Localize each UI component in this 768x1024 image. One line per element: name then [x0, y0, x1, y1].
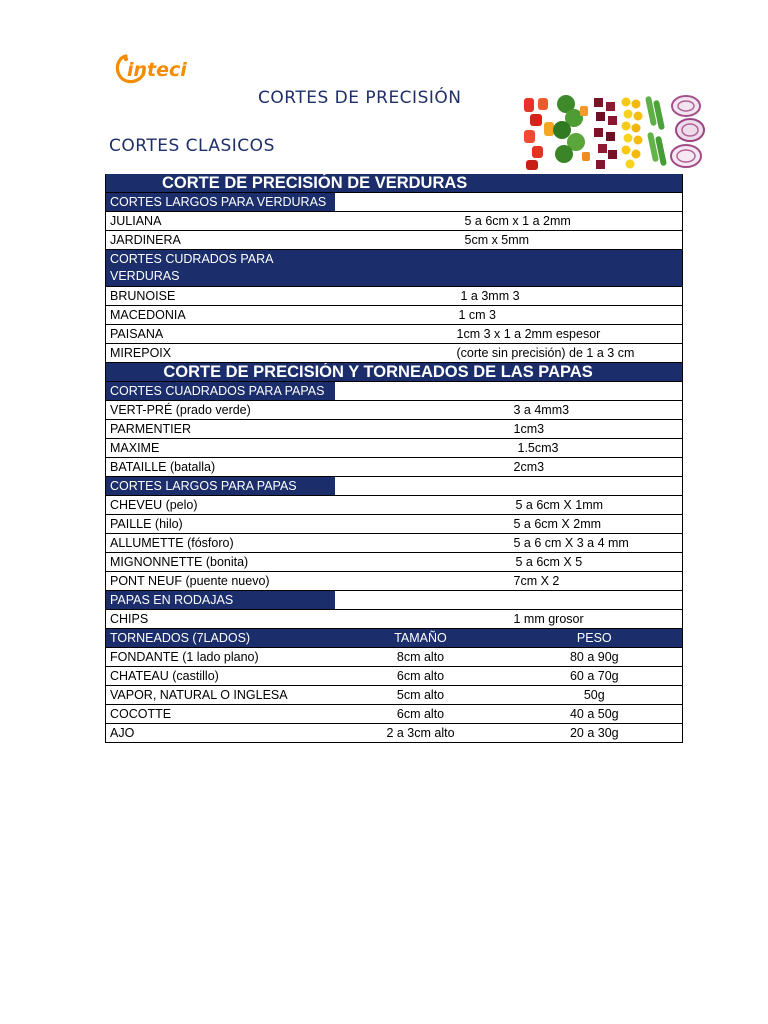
cut-name: FONDANTE (1 lado plano)	[106, 648, 335, 667]
cut-size: 2cm3	[335, 458, 683, 477]
table-row	[106, 212, 683, 231]
cut-name: CHATEAU (castillo)	[106, 667, 335, 686]
table-row	[106, 496, 683, 515]
cut-size: 5 a 6cm X 1mm	[335, 496, 683, 515]
band-papas-title: CORTE DE PRECISIÓN Y TORNEADOS DE LAS PAPAS	[163, 363, 593, 381]
peppers-icon	[524, 98, 554, 170]
band-verduras-title: CORTE DE PRECISIÓN DE VERDURAS	[106, 174, 683, 193]
table-row	[106, 458, 683, 477]
table-row	[106, 705, 683, 724]
cut-size: 6cm alto	[335, 705, 507, 724]
section-heading-cortes-largos-verduras: CORTES LARGOS PARA VERDURAS	[106, 193, 335, 212]
cut-name: JARDINERA	[106, 231, 335, 250]
torneados-header-row	[106, 629, 683, 648]
inteci-logo-icon	[112, 50, 204, 86]
cut-name: PARMENTIER	[106, 420, 335, 439]
cut-size: 5 a 6cm X 5	[335, 553, 683, 572]
table-row	[106, 401, 683, 420]
inteci-logo	[112, 50, 204, 86]
section-header-row	[106, 382, 683, 401]
cut-size: 8cm alto	[335, 648, 507, 667]
cut-size: 6cm alto	[335, 667, 507, 686]
cut-size: 5cm alto	[335, 686, 507, 705]
document-subtitle: CORTES CLASICOS	[109, 136, 275, 156]
vegetables-photo-icon	[522, 92, 706, 174]
corn-icon	[622, 98, 643, 169]
cut-size: 7cm X 2	[335, 572, 683, 591]
table-row	[106, 667, 683, 686]
cut-name: JULIANA	[106, 212, 335, 231]
section-header-row	[106, 250, 683, 287]
green-beans-icon	[645, 96, 667, 167]
table-row	[106, 515, 683, 534]
table-row	[106, 344, 683, 363]
cut-name: CHIPS	[106, 610, 335, 629]
table-row	[106, 325, 683, 344]
onion-icon	[671, 96, 704, 167]
section-heading-cortes-largos-papas: CORTES LARGOS PARA PAPAS	[106, 477, 335, 496]
section-heading-cortes-cuadrados-papas: CORTES CUADRADOS PARA PAPAS	[106, 382, 335, 401]
beets-icon	[594, 98, 617, 169]
table-row	[106, 553, 683, 572]
band-verduras	[106, 174, 683, 193]
cut-name: AJO	[106, 724, 335, 743]
table-row	[106, 686, 683, 705]
cut-name: MIGNONNETTE (bonita)	[106, 553, 335, 572]
section-heading-cortes-cuadrados-verduras: CORTES CUDRADOS PARA VERDURAS	[106, 250, 683, 287]
table-row	[106, 724, 683, 743]
table-row	[106, 420, 683, 439]
cut-size: 3 a 4mm3	[335, 401, 683, 420]
cut-weight: 20 a 30g	[507, 724, 683, 743]
column-header-tamano: TAMAÑO	[335, 629, 507, 648]
table-row	[106, 439, 683, 458]
cut-name: PAILLE (hilo)	[106, 515, 335, 534]
cut-size: 5cm x 5mm	[395, 231, 683, 250]
cut-size: 5 a 6 cm X 3 a 4 mm	[335, 534, 683, 553]
cut-name: CHEVEU (pelo)	[106, 496, 335, 515]
cut-name: BRUNOISE	[106, 287, 335, 306]
cut-size: 1.5cm3	[335, 439, 683, 458]
cut-size: 1 cm 3	[395, 306, 683, 325]
cut-size: (corte sin precisión) de 1 a 3 cm	[395, 344, 683, 363]
cut-size: 1cm 3 x 1 a 2mm espesor	[395, 325, 683, 344]
cut-weight: 40 a 50g	[507, 705, 683, 724]
cut-weight: 80 a 90g	[507, 648, 683, 667]
cut-name: MACEDONIA	[106, 306, 335, 325]
cut-name: MAXIME	[106, 439, 335, 458]
precision-cuts-table	[105, 174, 683, 743]
band-papas	[106, 363, 683, 382]
section-header-row	[106, 591, 683, 610]
column-header-peso: PESO	[507, 629, 683, 648]
cut-name: MIREPOIX	[106, 344, 335, 363]
cut-name: BATAILLE (batalla)	[106, 458, 335, 477]
broccoli-icon	[553, 95, 590, 163]
table-row	[106, 306, 683, 325]
cut-size: 1 mm grosor	[335, 610, 683, 629]
table-row	[106, 648, 683, 667]
section-header-row	[106, 193, 683, 212]
cut-name: VERT-PRÉ (prado verde)	[106, 401, 335, 420]
cut-size: 5 a 6cm x 1 a 2mm	[395, 212, 683, 231]
cut-weight: 50g	[507, 686, 683, 705]
table-row	[106, 610, 683, 629]
cut-size: 5 a 6cm X 2mm	[335, 515, 683, 534]
cut-size: 1 a 3mm 3	[395, 287, 683, 306]
cut-name: COCOTTE	[106, 705, 335, 724]
cut-weight: 60 a 70g	[507, 667, 683, 686]
section-heading-torneados: TORNEADOS (7LADOS)	[106, 629, 335, 648]
svg-text:inteci: inteci	[127, 59, 187, 81]
cut-size: 1cm3	[335, 420, 683, 439]
document-title: CORTES DE PRECISIÓN	[258, 88, 462, 108]
table-row	[106, 534, 683, 553]
cut-name: PONT NEUF (puente nuevo)	[106, 572, 335, 591]
cut-name: VAPOR, NATURAL O INGLESA	[106, 686, 335, 705]
section-header-row	[106, 477, 683, 496]
cut-name: ALLUMETTE (fósforo)	[106, 534, 335, 553]
table-row	[106, 572, 683, 591]
cut-size: 2 a 3cm alto	[335, 724, 507, 743]
table-row	[106, 231, 683, 250]
section-heading-papas-rodajas: PAPAS EN RODAJAS	[106, 591, 335, 610]
table-row	[106, 287, 683, 306]
cut-name: PAISANA	[106, 325, 335, 344]
